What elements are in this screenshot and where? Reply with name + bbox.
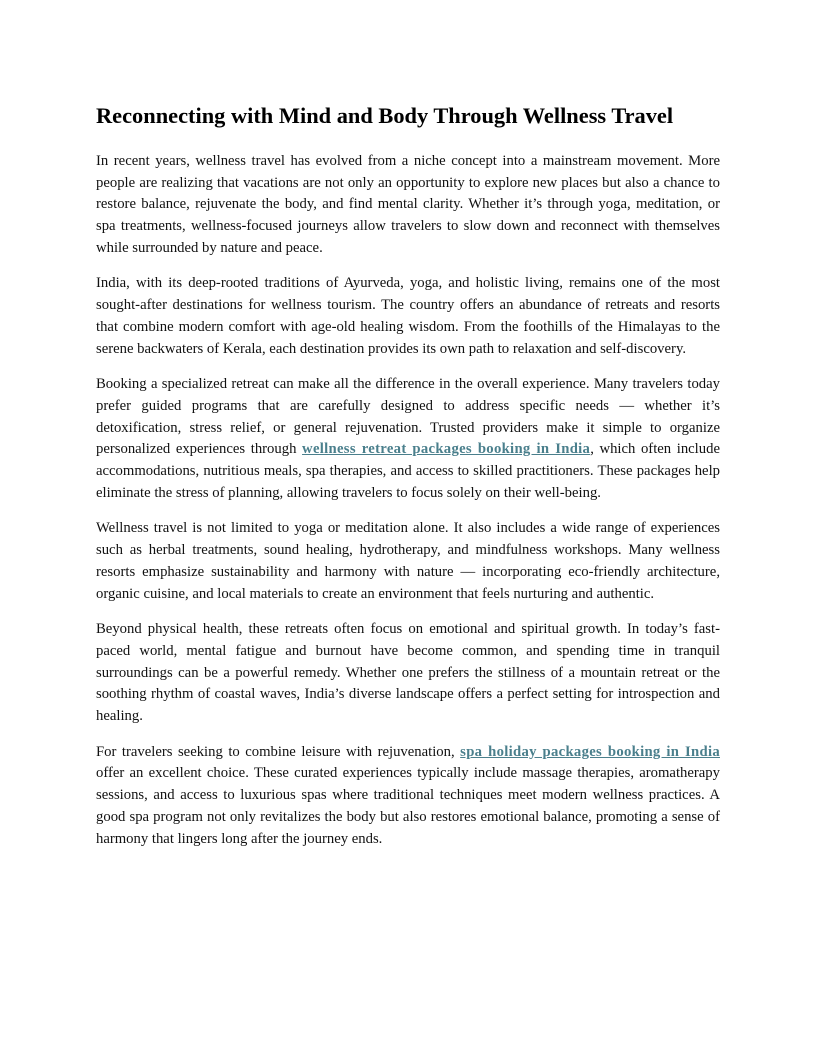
document-page <box>96 103 720 864</box>
paragraph-booking-text-start: Booking a specialized retreat can make all the difference in the overall experience. Many travelers today prefer guided programs that are carefully designed to address specific needs — whether it’s detoxification, stress relief, or general rejuvenation. Trusted providers make it simple to organize personalized experiences through <box>96 376 720 458</box>
paragraph-intro: In recent years, wellness travel has evolved from a niche concept into a mainstream movement. More people are realizing that vacations are not only an opportunity to explore new places but also a chance to restore balance, rejuvenate the body, and find mental clarity. Whether it’s through yoga, meditation, or spa treatments, wellness-focused journeys allow travelers to slow down and reconnect with themselves while surrounded by nature and peace. <box>96 152 720 256</box>
wellness-retreat-packages-link[interactable]: wellness retreat packages booking in India <box>302 441 591 458</box>
paragraph-spa <box>96 742 720 851</box>
paragraph-spa-text-end: offer an excellent choice. These curated experiences typically include massage therapies, aromatherapy sessions, and access to luxurious spas where traditional techniques meet modern wellness practices. A good spa program not only revitalizes the body but also restores emotional balance, promoting a sense of harmony that lingers long after the journey ends. <box>96 765 720 847</box>
paragraph-experiences: Wellness travel is not limited to yoga or meditation alone. It also includes a wide range of experiences such as herbal treatments, sound healing, hydrotherapy, and mindfulness workshops. Many wellness resorts emphasize sustainability and harmony with nature — incorporating eco-friendly architecture, organic cuisine, and local materials to create an environment that feels nurturing and authentic. <box>96 520 720 602</box>
paragraph-spa-text-start: For travelers seeking to combine leisure with rejuvenation, <box>96 743 461 760</box>
paragraph-india: India, with its deep-rooted traditions of Ayurveda, yoga, and holistic living, remains one of the most sought-after destinations for wellness tourism. The country offers an abundance of retreats and resorts that combine modern comfort with age-old healing wisdom. From the foothills of the Himalayas to the serene backwaters of Kerala, each destination provides its own path to relaxation and self-discovery. <box>96 275 720 357</box>
page-title: Reconnecting with Mind and Body Through Wellness Travel <box>96 103 674 128</box>
paragraph-growth: Beyond physical health, these retreats often focus on emotional and spiritual growth. In today’s fast-paced world, mental fatigue and burnout have become common, and spending time in tranquil surroundings can be a powerful remedy. Whether one prefers the stillness of a mountain retreat or the soothing rhythm of coastal waves, India’s diverse landscape offers a perfect setting for introspection and healing. <box>96 621 720 725</box>
paragraph-booking <box>96 374 720 504</box>
paragraph-booking-text-end: , which often include accommodations, nutritious meals, spa therapies, and access to skilled practitioners. These packages help eliminate the stress of planning, allowing travelers to focus solely on their well-being. <box>96 441 720 501</box>
spa-holiday-packages-link[interactable]: spa holiday packages booking in India <box>460 743 720 760</box>
